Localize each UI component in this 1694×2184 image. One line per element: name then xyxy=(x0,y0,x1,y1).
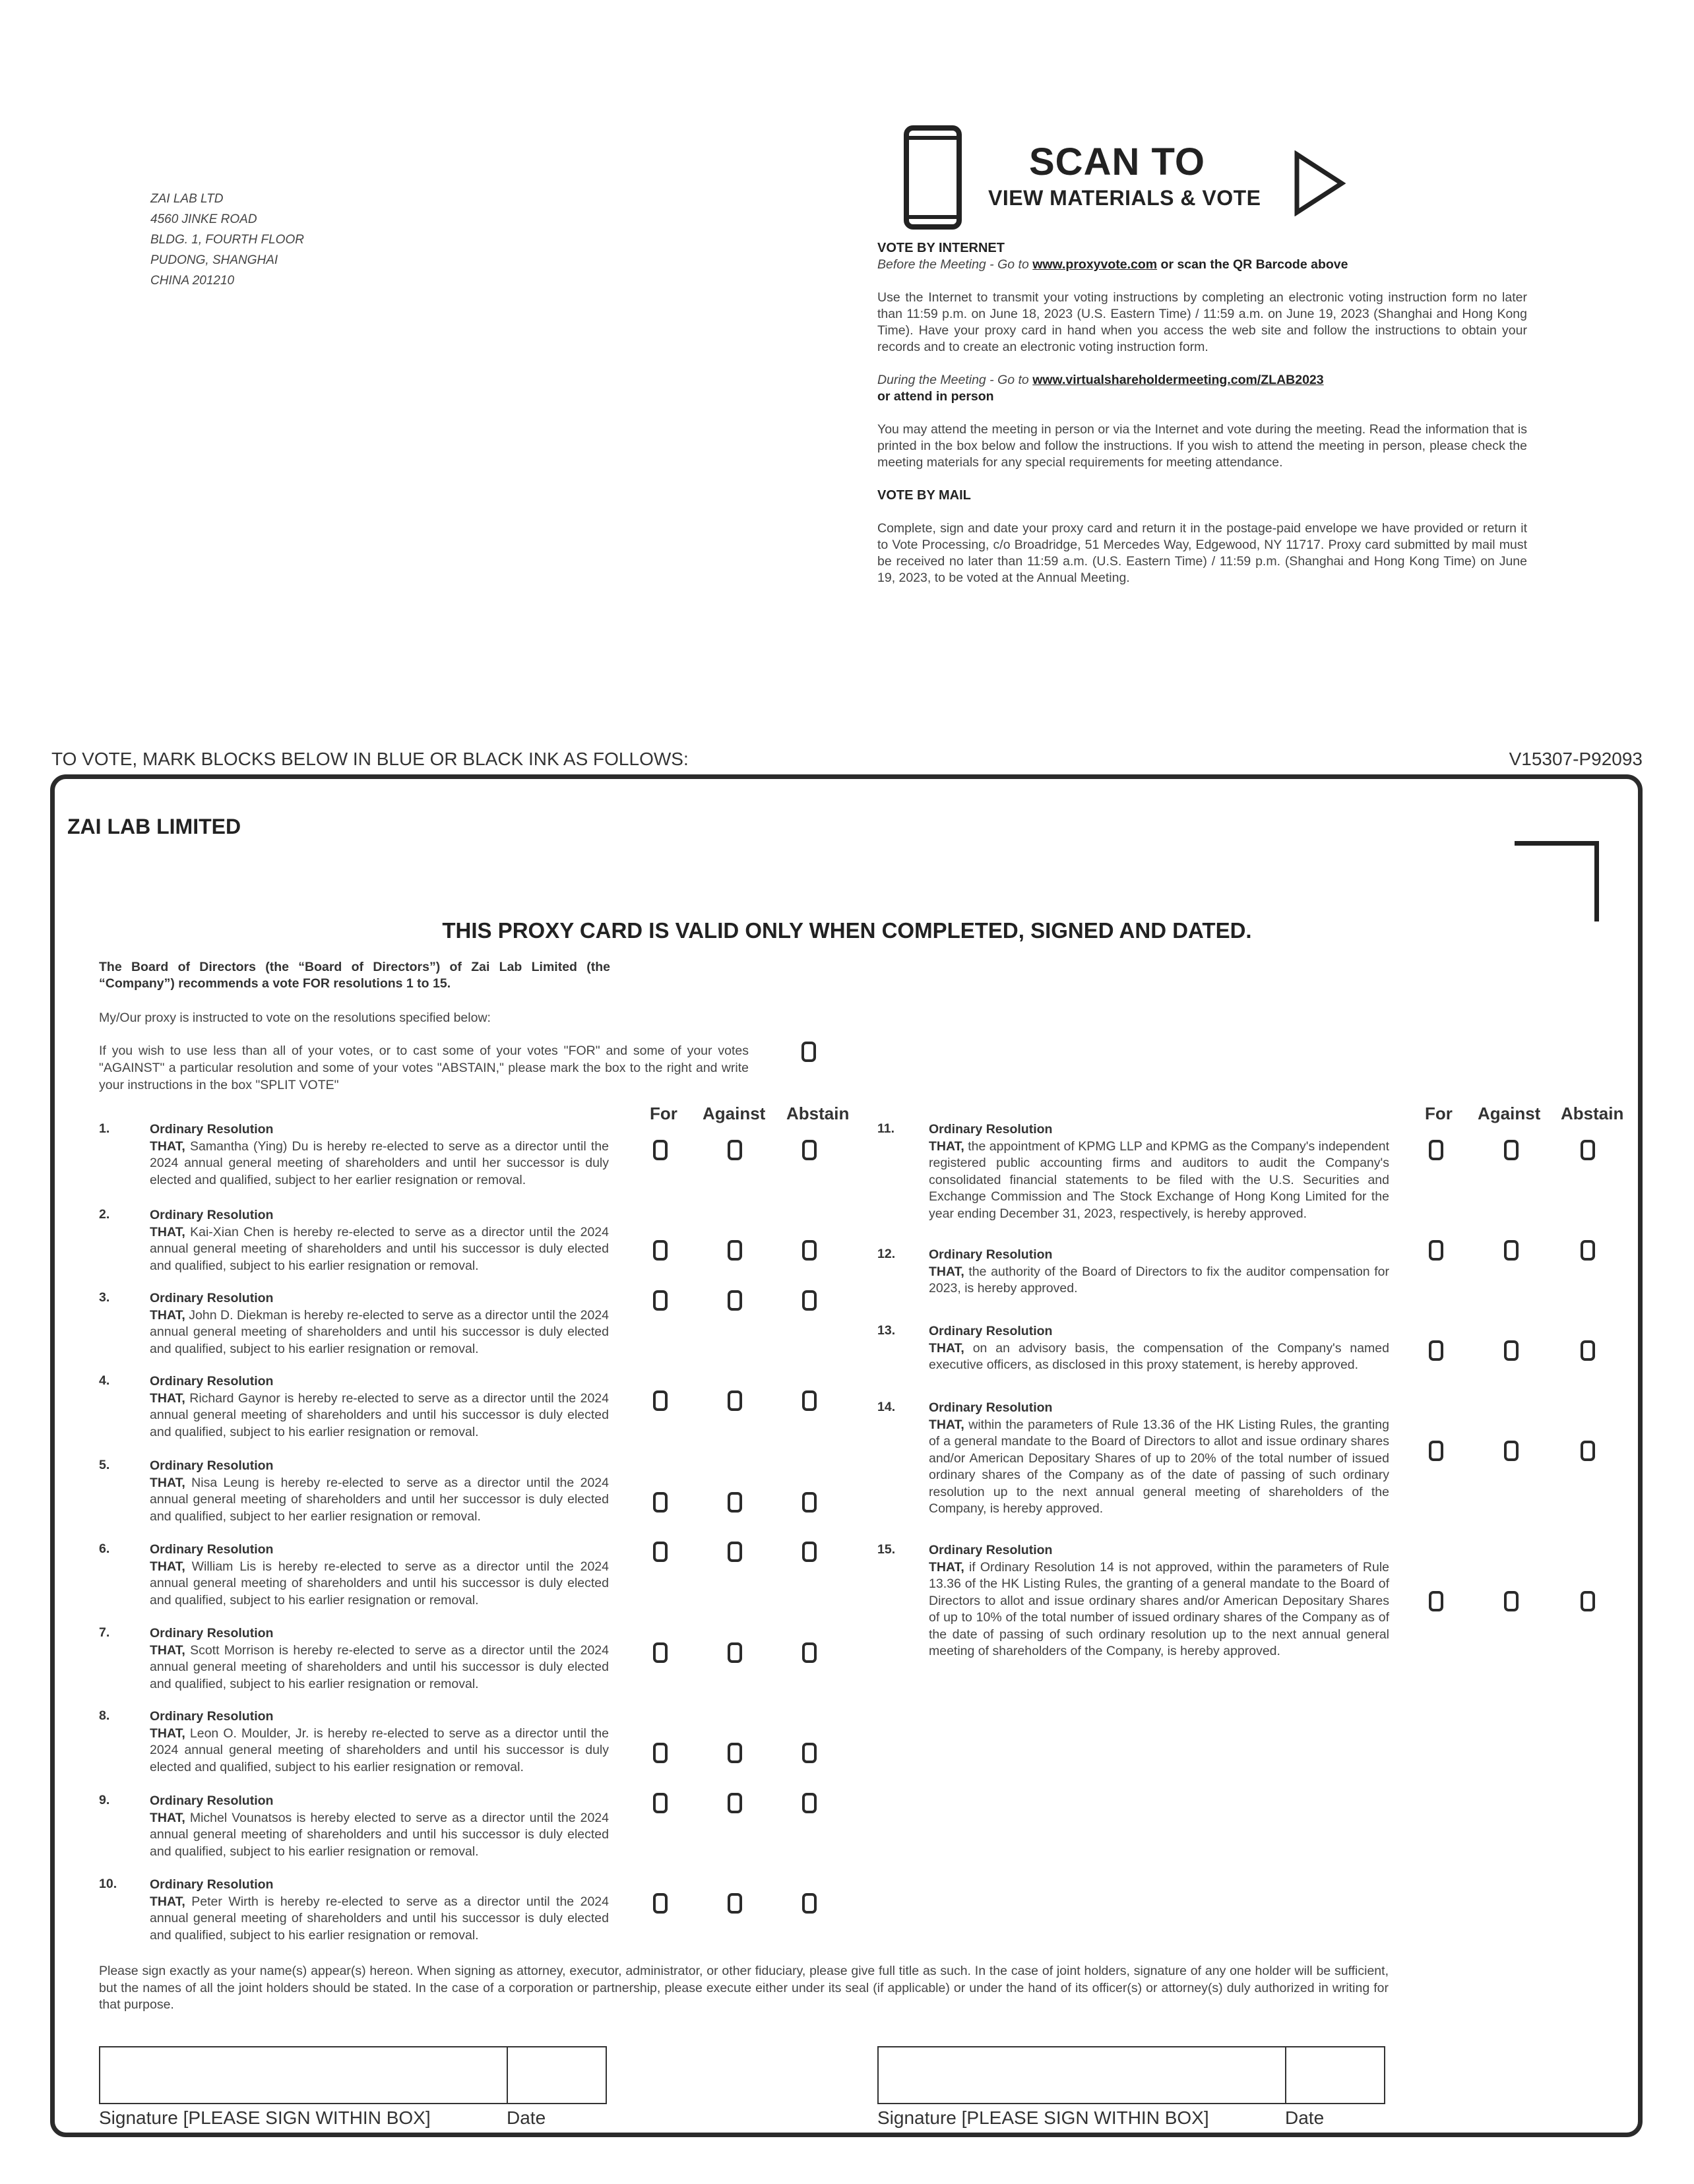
resolution-text xyxy=(150,1121,609,1189)
vote-for-checkbox[interactable] xyxy=(653,1290,668,1311)
return-address xyxy=(150,189,304,291)
resolution-number: 13. xyxy=(877,1323,896,1338)
col-against: Against xyxy=(703,1104,766,1123)
vote-for-checkbox[interactable] xyxy=(1429,1441,1443,1461)
resolution-lead: THAT, xyxy=(929,1559,964,1575)
vote-for-checkbox[interactable] xyxy=(653,1240,668,1261)
resolution-title: Ordinary Resolution xyxy=(150,1374,274,1388)
scan-title: SCAN TO xyxy=(1029,140,1205,183)
vote-abstain-checkbox[interactable] xyxy=(802,1743,817,1763)
before-meeting-line: Before the Meeting - Go to www.proxyvote.com or scan the QR Barcode above xyxy=(877,257,1348,272)
resolution-lead: THAT, xyxy=(150,1726,185,1741)
resolution-title: Ordinary Resolution xyxy=(150,1122,274,1137)
vote-for-checkbox[interactable] xyxy=(653,1140,668,1160)
vote-abstain-checkbox[interactable] xyxy=(802,1240,817,1261)
vote-for-checkbox[interactable] xyxy=(653,1390,668,1411)
vote-abstain-checkbox[interactable] xyxy=(1581,1140,1595,1160)
vote-against-checkbox[interactable] xyxy=(1504,1591,1519,1611)
resolution-body: on an advisory basis, the compensation of the Company's named executive officers, as disclosed in this proxy statement, is hereby approved. xyxy=(929,1340,1389,1372)
ink-instruction: TO VOTE, MARK BLOCKS BELOW IN BLUE OR BLACK INK AS FOLLOWS: xyxy=(51,749,689,769)
signing-instructions: Please sign exactly as your name(s) appear(s) hereon. When signing as attorney, executor, administrator, or other fiduciary, please give full title as such. In the case of joint holders, signature of any one holder will be sufficient, but the names of all the joint holders should be stated. In the case of a corporation or partnership, please execute either under its seal (if applicable) or under the hand of its officer(s) or attorney(s) duly authorized in writing for that purpose. xyxy=(99,1964,1389,2012)
vote-abstain-checkbox[interactable] xyxy=(802,1390,817,1411)
resolution-title: Ordinary Resolution xyxy=(929,1247,1053,1262)
col-abstain: Abstain xyxy=(1561,1104,1624,1123)
vote-against-checkbox[interactable] xyxy=(1504,1340,1519,1361)
resolution-title: Ordinary Resolution xyxy=(150,1291,274,1305)
resolution-title: Ordinary Resolution xyxy=(929,1324,1053,1338)
resolution-text xyxy=(150,1373,609,1441)
attend-in-person: or attend in person xyxy=(877,389,994,404)
resolution-number: 8. xyxy=(99,1708,110,1723)
vote-against-checkbox[interactable] xyxy=(728,1290,742,1311)
col-against: Against xyxy=(1478,1104,1541,1123)
resolution-number: 14. xyxy=(877,1400,896,1414)
resolution-title: Ordinary Resolution xyxy=(150,1458,274,1473)
vote-abstain-checkbox[interactable] xyxy=(1581,1240,1595,1261)
resolution-body: Scott Morrison is hereby re-elected to serve as a director until the 2024 annual general meeting of shareholders and until his successor is duly elected and qualified, subject to his earlier resignation or removal. xyxy=(150,1642,609,1691)
vote-against-checkbox[interactable] xyxy=(1504,1441,1519,1461)
resolution-text xyxy=(150,1708,609,1776)
resolution-number: 6. xyxy=(99,1542,110,1556)
resolution-title: Ordinary Resolution xyxy=(150,1542,274,1557)
resolution-body: the authority of the Board of Directors to fix the auditor compensation for 2023, is hereby approved. xyxy=(929,1264,1390,1295)
vote-against-checkbox[interactable] xyxy=(728,1642,742,1663)
resolution-body: if Ordinary Resolution 14 is not approved, within the parameters of Rule 13.36 of the HK Listing Rules, the granting of a general mandate to the Board of Directors to allot and issue ordinary shares and/or American Depositary Shares of up to 10% of the total number of issued ordinary shares of the Company as of the date of passing of such ordinary resolution up to the next annual general meeting of shareholders of the Company, is hereby approved. xyxy=(929,1559,1389,1658)
resolution-lead: THAT, xyxy=(150,1224,185,1239)
vote-abstain-checkbox[interactable] xyxy=(802,1290,817,1311)
resolution-number: 11. xyxy=(877,1121,895,1136)
signature-box[interactable] xyxy=(99,2046,508,2104)
vote-abstain-checkbox[interactable] xyxy=(802,1893,817,1914)
vote-for-checkbox[interactable] xyxy=(653,1793,668,1813)
resolution-lead: THAT, xyxy=(150,1810,185,1825)
vote-against-checkbox[interactable] xyxy=(1504,1240,1519,1261)
address-line: BLDG. 1, FOURTH FLOOR xyxy=(150,233,304,247)
resolution-number: 2. xyxy=(99,1207,110,1222)
resolution-body: John D. Diekman is hereby re-elected to serve as a director until the 2024 annual general meeting of shareholders and until his successor is duly elected and qualified, subject to his earlier resignation or removal. xyxy=(150,1307,610,1356)
address-line: PUDONG, SHANGHAI xyxy=(150,253,278,267)
signature-label: Signature [PLEASE SIGN WITHIN BOX] xyxy=(99,2107,431,2128)
proxyvote-link[interactable]: www.proxyvote.com xyxy=(1032,257,1158,272)
resolution-number: 1. xyxy=(99,1121,110,1136)
company-name: ZAI LAB LIMITED xyxy=(67,815,241,838)
resolution-number: 15. xyxy=(877,1542,896,1557)
resolution-body: William Lis is hereby re-elected to serve as a director until the 2024 annual general meeting of shareholders and until his successor is duly elected and qualified, subject to his earlier resignation or removal. xyxy=(150,1559,609,1607)
vote-for-checkbox[interactable] xyxy=(653,1642,668,1663)
resolution-text xyxy=(150,1625,609,1693)
resolution-text xyxy=(929,1542,1389,1660)
address-line: ZAI LAB LTD xyxy=(150,192,224,206)
resolution-title: Ordinary Resolution xyxy=(929,1122,1053,1137)
resolution-lead: THAT, xyxy=(929,1417,964,1432)
col-abstain: Abstain xyxy=(786,1104,850,1123)
vote-abstain-checkbox[interactable] xyxy=(1581,1591,1595,1611)
address-line: CHINA 201210 xyxy=(150,274,235,288)
resolution-body: within the parameters of Rule 13.36 of the HK Listing Rules, the granting of a general mandate to the Board of Directors to allot and issue ordinary shares and/or American Depositary Shares of up to 20% of the total number of issued ordinary shares of the Company as of the date of passing of such ordinary resolution up to the next annual general meeting of shareholders of the Company, is hereby approved. xyxy=(929,1417,1389,1516)
resolution-title: Ordinary Resolution xyxy=(929,1543,1053,1557)
joint-signature-label: Signature [PLEASE SIGN WITHIN BOX] xyxy=(877,2107,1209,2128)
vote-against-checkbox[interactable] xyxy=(728,1492,742,1513)
resolution-text xyxy=(929,1121,1389,1222)
resolution-text xyxy=(150,1290,609,1357)
resolution-lead: THAT, xyxy=(150,1894,185,1909)
control-code: V15307-P92093 xyxy=(1509,749,1643,769)
resolution-lead: THAT, xyxy=(929,1139,964,1154)
corner-mark xyxy=(1515,841,1599,921)
proxy-instruction: My/Our proxy is instructed to vote on the resolutions specified below: xyxy=(99,1011,491,1025)
resolution-text xyxy=(150,1877,609,1944)
resolution-text xyxy=(150,1207,609,1274)
resolution-lead: THAT, xyxy=(150,1642,185,1658)
resolution-lead: THAT, xyxy=(150,1390,185,1406)
resolution-body: Kai-Xian Chen is hereby re-elected to serve as a director until the 2024 annual general meeting of shareholders and until his successor is duly elected and qualified, subject to his earlier resignation or removal. xyxy=(150,1224,610,1273)
mail-paragraph: Complete, sign and date your proxy card and return it in the postage-paid envelope we have provided or return it to Vote Processing, c/o Broadridge, 51 Mercedes Way, Edgewood, NY 11717. Proxy card submitted by mail must be received no later than 11:59 a.m. (U.S. Eastern Time) / 11:59 p.m. (Shanghai and Hong Kong Time) on June 19, 2023, to be voted at the Annual Meeting. xyxy=(877,521,1527,585)
scan-subtitle: VIEW MATERIALS & VOTE xyxy=(988,186,1261,210)
vote-against-checkbox[interactable] xyxy=(728,1240,742,1261)
resolution-body: Samantha (Ying) Du is hereby re-elected to serve as a director until the 2024 annual general meeting of shareholders and until her successor is duly elected and qualified, subject to her earlier resignation or removal. xyxy=(150,1139,609,1187)
split-vote-text: If you wish to use less than all of your votes, or to cast some of your votes "FOR" and some of your votes "AGAINST" a particular resolution and some of your votes "ABSTAIN," please mark the box to the right and write your instructions in the box "SPLIT VOTE" xyxy=(99,1044,749,1092)
vote-against-checkbox[interactable] xyxy=(728,1743,742,1763)
vote-against-checkbox[interactable] xyxy=(728,1140,742,1160)
vote-against-checkbox[interactable] xyxy=(728,1893,742,1914)
split-vote-checkbox[interactable] xyxy=(801,1042,816,1062)
vote-for-checkbox[interactable] xyxy=(1429,1340,1443,1361)
date-label: Date xyxy=(507,2107,546,2128)
vote-for-checkbox[interactable] xyxy=(1429,1240,1443,1261)
resolution-title: Ordinary Resolution xyxy=(150,1626,274,1640)
resolution-lead: THAT, xyxy=(929,1264,964,1279)
resolution-lead: THAT, xyxy=(929,1340,964,1356)
resolution-body: Peter Wirth is hereby re-elected to serve as a director until the 2024 annual general meeting of shareholders and until his successor is duly elected and qualified, subject to his earlier resignation or removal. xyxy=(150,1894,609,1943)
resolution-title: Ordinary Resolution xyxy=(150,1877,274,1892)
vote-against-checkbox[interactable] xyxy=(1504,1140,1519,1160)
internet-paragraph: Use the Internet to transmit your voting instructions by completing an electronic voting instruction form no later than 11:59 p.m. on June 18, 2023 (U.S. Eastern Time) / 11:59 a.m. on June 19, 2023 (Shanghai and Hong Kong Time). Have your proxy card in hand when you access the web site and follow the instructions to obtain your records and to create an electronic voting instruction form. xyxy=(877,290,1527,354)
joint-date-box[interactable] xyxy=(1285,2046,1385,2104)
resolution-body: the appointment of KPMG LLP and KPMG as the Company's independent registered public accounting firms and auditors to audit the Company's consolidated financial statements to be filed with the U.S. Securities and Exchange Commission and The Stock Exchange of Hong Kong Limited for the year ending December 31, 2023, respectively, is hereby approved. xyxy=(929,1139,1389,1221)
resolution-number: 3. xyxy=(99,1290,110,1305)
play-arrow-icon xyxy=(1293,150,1347,216)
board-recommendation: The Board of Directors (the “Board of Directors”) of Zai Lab Limited (the “Company”) recommends a vote FOR resolutions 1 to 15. xyxy=(99,960,610,991)
resolution-text xyxy=(150,1458,609,1525)
vote-abstain-checkbox[interactable] xyxy=(802,1140,817,1160)
resolution-body: Richard Gaynor is hereby re-elected to serve as a director until the 2024 annual general meeting of shareholders and until his successor is duly elected and qualified, subject to his earlier resignation or removal. xyxy=(150,1390,609,1439)
vote-against-checkbox[interactable] xyxy=(728,1390,742,1411)
resolution-lead: THAT, xyxy=(150,1139,185,1154)
vote-abstain-checkbox[interactable] xyxy=(802,1642,817,1663)
vote-against-checkbox[interactable] xyxy=(728,1793,742,1813)
resolution-body: Leon O. Moulder, Jr. is hereby re-elected to serve as a director until the 2024 annual general meeting of shareholders and until his successor is duly elected and qualified, subject to his earlier resignation or removal. xyxy=(150,1726,610,1774)
resolution-title: Ordinary Resolution xyxy=(929,1400,1053,1415)
resolution-number: 12. xyxy=(877,1247,896,1261)
address-line: 4560 JINKE ROAD xyxy=(150,212,257,226)
resolution-number: 10. xyxy=(99,1877,117,1891)
vote-abstain-checkbox[interactable] xyxy=(802,1542,817,1562)
resolution-number: 7. xyxy=(99,1625,110,1640)
vote-for-checkbox[interactable] xyxy=(1429,1140,1443,1160)
vote-abstain-checkbox[interactable] xyxy=(1581,1441,1595,1461)
resolution-text xyxy=(929,1247,1389,1297)
col-for: For xyxy=(1425,1104,1453,1123)
resolution-number: 9. xyxy=(99,1793,110,1807)
voting-instructions xyxy=(877,240,1527,586)
resolution-lead: THAT, xyxy=(150,1559,185,1574)
vote-abstain-checkbox[interactable] xyxy=(802,1492,817,1513)
virtual-meeting-link[interactable]: www.virtualshareholdermeeting.com/ZLAB2023 xyxy=(1032,373,1324,387)
resolution-number: 4. xyxy=(99,1373,110,1388)
resolution-title: Ordinary Resolution xyxy=(150,1794,274,1808)
resolution-body: Michel Vounatsos is hereby elected to serve as a director until the 2024 annual general meeting of shareholders and until his successor is duly elected and qualified, subject to his earlier resignation or removal. xyxy=(150,1810,609,1859)
during-meeting-line: During the Meeting - Go to www.virtualshareholdermeeting.com/ZLAB2023 xyxy=(877,373,1324,387)
joint-date-label: Date xyxy=(1285,2107,1325,2128)
resolution-text xyxy=(150,1793,609,1860)
vote-abstain-checkbox[interactable] xyxy=(1581,1340,1595,1361)
date-box[interactable] xyxy=(507,2046,607,2104)
vote-for-checkbox[interactable] xyxy=(653,1542,668,1562)
mail-heading: VOTE BY MAIL xyxy=(877,488,971,503)
vote-for-checkbox[interactable] xyxy=(653,1893,668,1914)
vote-abstain-checkbox[interactable] xyxy=(802,1793,817,1813)
resolution-title: Ordinary Resolution xyxy=(150,1208,274,1222)
vote-for-checkbox[interactable] xyxy=(1429,1591,1443,1611)
smartphone-icon xyxy=(904,125,962,230)
joint-signature-box[interactable] xyxy=(877,2046,1286,2104)
resolution-lead: THAT, xyxy=(150,1307,185,1323)
attend-paragraph: You may attend the meeting in person or via the Internet and vote during the meeting. Read the information that is printed in the box below and follow the instructions. If you wish to attend the meeting in person, please check the meeting materials for any special requirements for meeting attendance. xyxy=(877,422,1527,470)
resolution-lead: THAT, xyxy=(150,1475,185,1490)
resolution-body: Nisa Leung is hereby re-elected to serve as a director until the 2024 annual general meeting of shareholders and until her successor is duly elected and qualified, subject to her earlier resignation or removal. xyxy=(150,1475,609,1524)
internet-heading: VOTE BY INTERNET xyxy=(877,241,1005,255)
vote-for-checkbox[interactable] xyxy=(653,1492,668,1513)
resolution-title: Ordinary Resolution xyxy=(150,1709,274,1724)
vote-against-checkbox[interactable] xyxy=(728,1542,742,1562)
resolution-text xyxy=(929,1400,1389,1518)
valid-notice: THIS PROXY CARD IS VALID ONLY WHEN COMPLETED, SIGNED AND DATED. xyxy=(442,918,1252,943)
vote-for-checkbox[interactable] xyxy=(653,1743,668,1763)
resolution-text xyxy=(150,1542,609,1609)
col-for: For xyxy=(650,1104,677,1123)
resolution-text xyxy=(929,1323,1389,1374)
resolution-number: 5. xyxy=(99,1458,110,1472)
